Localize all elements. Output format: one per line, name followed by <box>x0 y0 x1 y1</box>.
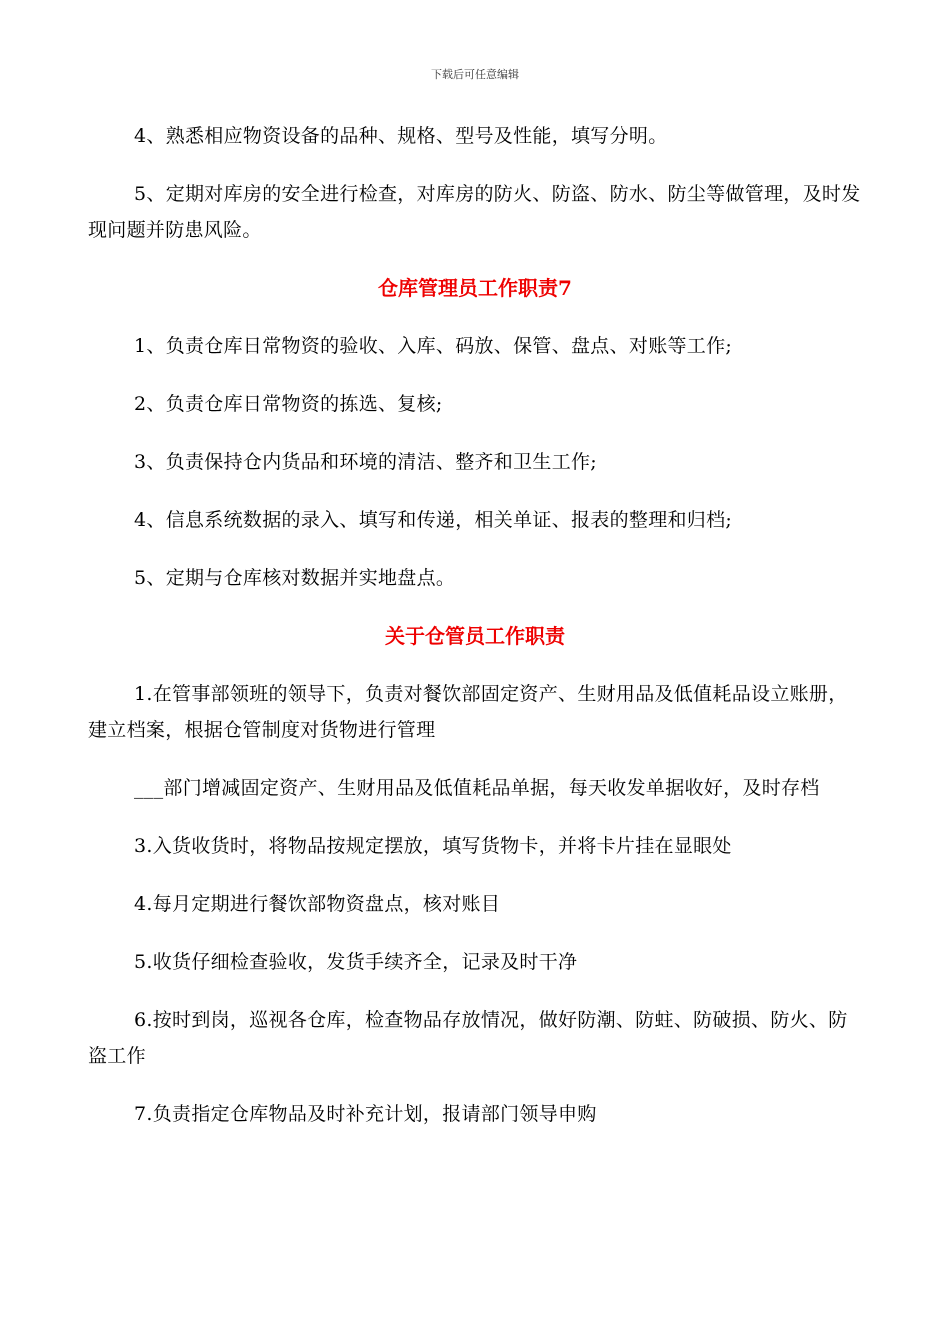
section-heading-warehouse-duties: 关于仓管员工作职责 <box>385 624 565 648</box>
paragraph-a-4: 4、熟悉相应物资设备的品种、规格、型号及性能，填写分明。 <box>134 125 668 147</box>
paragraph-b-5: 5、定期与仓库核对数据并实地盘点。 <box>134 567 456 589</box>
paragraph-c-2: ___部门增减固定资产、生财用品及低值耗品单据，每天收发单据收好，及时存档 <box>134 777 820 799</box>
paragraph-b-1: 1、负责仓库日常物资的验收、入库、码放、保管、盘点、对账等工作; <box>134 335 733 357</box>
paragraph-b-3: 3、负责保持仓内货品和环境的清洁、整齐和卫生工作; <box>134 451 597 473</box>
paragraph-c-3: 3.入货收货时，将物品按规定摆放，填写货物卡，并将卡片挂在显眼处 <box>134 835 732 857</box>
paragraph-b-2: 2、负责仓库日常物资的拣选、复核; <box>134 393 443 415</box>
paragraph-c-7: 7.负责指定仓库物品及时补充计划，报请部门领导申购 <box>134 1103 597 1125</box>
paragraph-c-1: 1.在管事部领班的领导下，负责对餐饮部固定资产、生财用品及低值耗品设立账册，建立档案，根据仓管制度对货物进行管理 <box>88 683 848 741</box>
paragraph-c-5: 5.收货仔细检查验收，发货手续齐全，记录及时干净 <box>134 951 578 973</box>
document-body <box>88 118 862 1154</box>
paragraph-b-4: 4、信息系统数据的录入、填写和传递，相关单证、报表的整理和归档; <box>134 509 733 531</box>
paragraph-a-5: 5、定期对库房的安全进行检查，对库房的防火、防盗、防水、防尘等做管理，及时发现问题并防患风险。 <box>88 183 861 241</box>
header-note: 下载后可任意编辑 <box>431 68 519 81</box>
paragraph-c-4: 4.每月定期进行餐饮部物资盘点，核对账目 <box>134 893 501 915</box>
paragraph-c-6: 6.按时到岗，巡视各仓库，检查物品存放情况，做好防潮、防蛀、防破损、防火、防盗工作 <box>88 1009 848 1067</box>
section-heading-7: 仓库管理员工作职责7 <box>378 276 572 300</box>
